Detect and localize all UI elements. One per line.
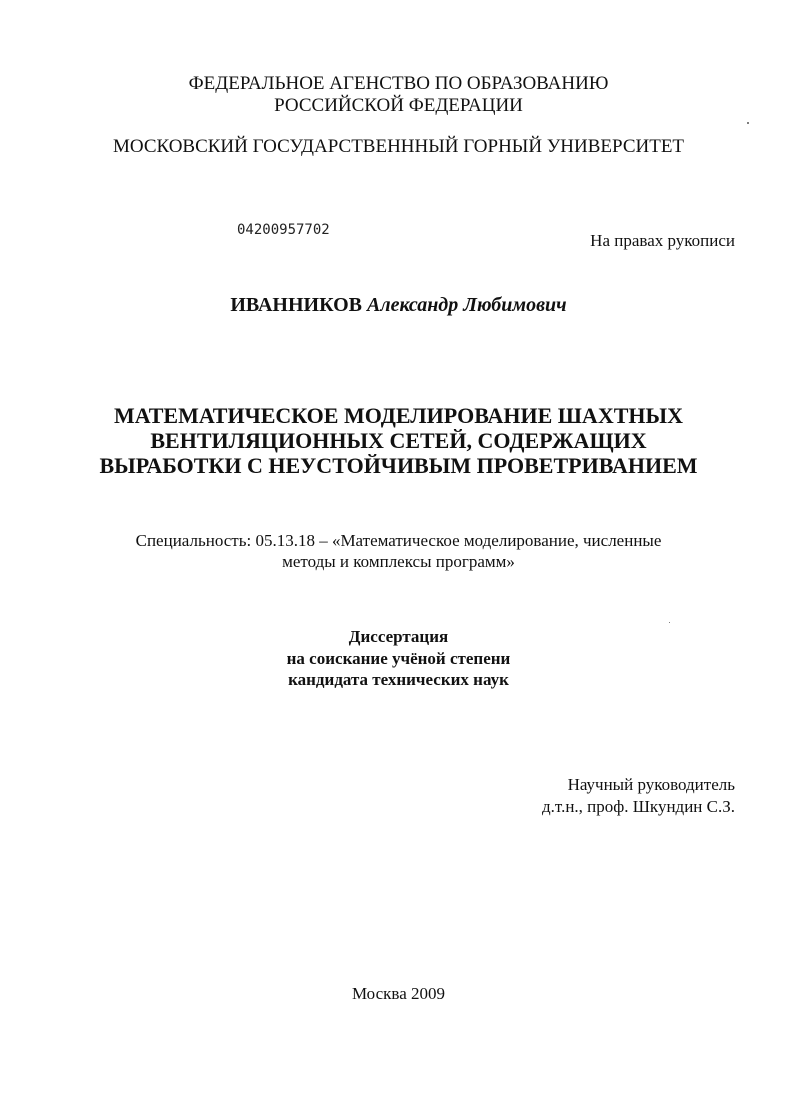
manuscript-rights: На правах рукописи: [590, 231, 735, 250]
author-name: [0, 295, 797, 315]
scan-speck: [747, 122, 749, 124]
supervisor-label: Научный руководитель: [567, 775, 735, 794]
university-name: МОСКОВСКИЙ ГОСУДАРСТВЕНННЫЙ ГОРНЫЙ УНИВЕРСИТЕТ: [112, 136, 685, 157]
degree-line-2: кандидата технических наук: [288, 670, 509, 689]
author-surname: ИВАННИКОВ: [230, 294, 362, 316]
thesis-title-line-2: ВЕНТИЛЯЦИОННЫХ СЕТЕЙ, СОДЕРЖАЩИХ: [150, 428, 647, 453]
agency-line-1: ФЕДЕРАЛЬНОЕ АГЕНСТВО ПО ОБРАЗОВАНИЮ: [188, 73, 609, 94]
degree-line-1: на соискание учёной степени: [286, 649, 511, 668]
dissertation-label: Диссертация: [348, 627, 449, 646]
supervisor-name: д.т.н., проф. Шкундин С.З.: [542, 797, 735, 816]
author-given-names: Александр Любимович: [366, 294, 567, 316]
scan-speck: [669, 622, 670, 623]
city-year: Москва 2009: [351, 984, 446, 1003]
document-code: 04200957702: [237, 222, 330, 238]
specialty-line-2: методы и комплексы программ»: [282, 552, 515, 571]
thesis-title-line-3: ВЫРАБОТКИ С НЕУСТОЙЧИВЫМ ПРОВЕТРИВАНИЕМ: [99, 453, 698, 478]
specialty-line-1: Специальность: 05.13.18 – «Математическое моделирование, численные: [135, 531, 662, 550]
agency-line-2: РОССИЙСКОЙ ФЕДЕРАЦИИ: [274, 95, 523, 116]
thesis-title-line-1: МАТЕМАТИЧЕСКОЕ МОДЕЛИРОВАНИЕ ШАХТНЫХ: [114, 403, 683, 428]
